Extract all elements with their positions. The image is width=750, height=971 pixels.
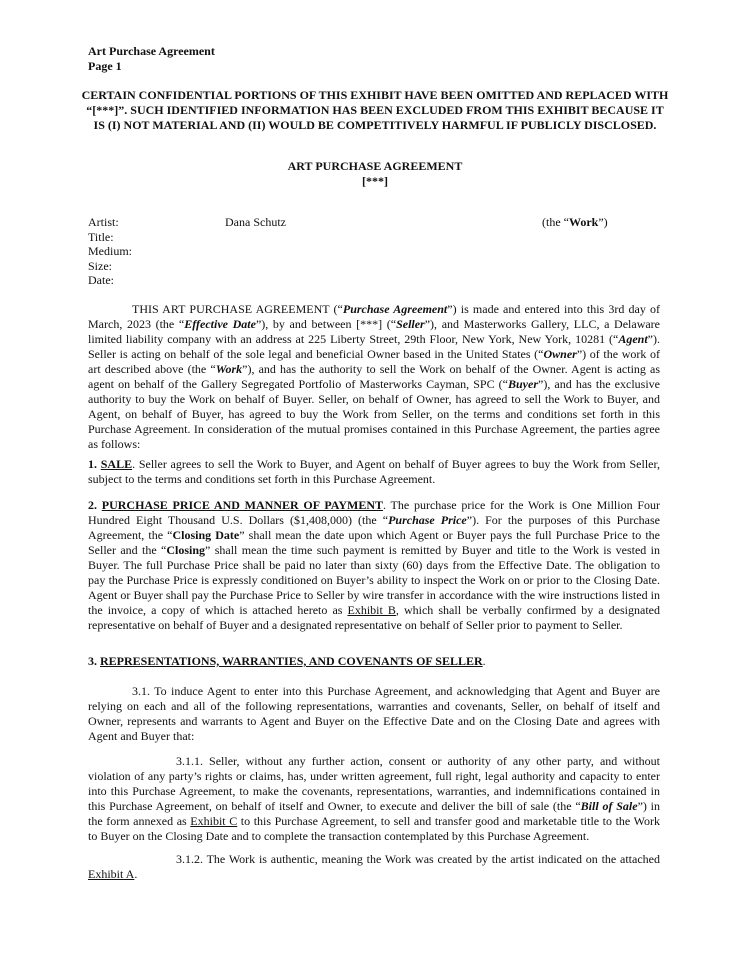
work-definition <box>542 215 608 230</box>
clause-text: to this Purchase Agreement, to sell and transfer good and marketable title to the Work to Buyer on the Closing Date and to complete the transaction contemplated by this Purchase Agreement. <box>88 814 660 843</box>
intro-text: ”), by and between [***] (“ <box>255 317 397 331</box>
title-label: Title: <box>88 229 114 244</box>
title-row <box>88 230 668 245</box>
intro-text: ”) of the work of art described above (the “ <box>88 347 660 376</box>
running-header <box>88 44 215 74</box>
section-text: ” shall mean the time such payment is remitted by Buyer and title to the Work is vested in Buyer. The full Purchase Price shall be paid no later than sixty (60) days from the Effective Date. The obligation to pay the Purchase Price is expressly conditioned on Buyer’s ability to inspect the Work on or prior to the Closing Date. Agent or Buyer shall pay the Purchase Price to Seller by wire transfer in accordance with the wire instructions listed in the invoice, a copy of which is attached hereto as <box>88 543 660 617</box>
section-number: 3. <box>88 654 100 668</box>
clause-3-1-2 <box>88 852 660 882</box>
artist-label: Artist: <box>88 215 119 229</box>
intro-text: ”), and Masterworks Gallery, LLC, a Delaware limited liability company with an address at 225 Liberty Street, 29th Floor, New York, New York, 10281 (“ <box>88 317 661 346</box>
defined-term: Purchase Price <box>388 513 467 527</box>
defined-term: Buyer <box>508 377 538 391</box>
agreement-title <box>80 159 670 189</box>
work-suffix: ”) <box>598 215 608 229</box>
exhibit-b-reference: Exhibit B <box>347 603 396 617</box>
size-row <box>88 259 668 274</box>
intro-text: THIS ART PURCHASE AGREEMENT (“ <box>132 302 343 316</box>
section-text: , which shall be verbally confirmed by a designated representative on behalf of Buyer and a designated representative on behalf of Seller prior to payment to Seller. <box>88 603 660 632</box>
intro-paragraph <box>88 302 660 452</box>
section-text: . The purchase price for the Work is One Million Four Hundred Eight Thousand U.S. Dollars ($1,408,000) (the “ <box>88 498 660 527</box>
section-heading: PURCHASE PRICE AND MANNER OF PAYMENT <box>101 498 384 512</box>
section-text: . <box>482 654 486 668</box>
page-number: Page 1 <box>88 59 122 73</box>
section-number: 1. <box>88 457 101 471</box>
defined-term: Bill of Sale <box>580 799 638 813</box>
defined-term: Closing <box>166 543 206 557</box>
clause-3-1-1 <box>88 754 660 844</box>
work-prefix: (the “ <box>542 215 569 229</box>
size-label: Size: <box>88 258 112 273</box>
section-heading: SALE <box>100 457 133 471</box>
work-term: Work <box>568 215 599 229</box>
defined-term: Owner <box>543 347 577 361</box>
intro-text: ”), and has the exclusive authority to buy the Work on behalf of Buyer. Seller, on behalf of Owner, has agreed to sell the Work to Buyer, and Agent, on behalf of Buyer, has agreed to buy the Work from Seller, on the terms and conditions set forth in this Purchase Agreement. In consideration of the mutual promises contained in this Purchase Agreement, the parties agree as follows: <box>88 377 660 451</box>
exhibit-c-reference: Exhibit C <box>190 814 238 828</box>
section-3-heading <box>88 654 660 669</box>
date-row <box>88 273 668 288</box>
exhibit-a-reference: Exhibit A <box>88 867 135 881</box>
section-1-sale <box>88 457 660 487</box>
clause-text: 3.1.2. The Work is authentic, meaning the Work was created by the artist indicated on the attached <box>176 852 660 866</box>
defined-term: Agent <box>618 332 648 346</box>
artist-row <box>88 215 668 230</box>
defined-term: Purchase Agreement <box>342 302 448 316</box>
work-details <box>88 215 668 288</box>
title-main: ART PURCHASE AGREEMENT <box>287 159 463 173</box>
defined-term: Closing Date <box>172 528 240 542</box>
title-redaction: [***] <box>362 174 388 188</box>
date-label: Date: <box>88 273 114 287</box>
intro-text: ”) is made and entered into this 3rd day of March, 2023 (the “ <box>88 302 661 331</box>
section-heading: REPRESENTATIONS, WARRANTIES, AND COVENANTS OF SELLER <box>100 654 483 668</box>
section-text: ” shall mean the date upon which Agent or Buyer pays the full Purchase Price to the Seller and the “ <box>88 528 660 557</box>
defined-term: Work <box>215 362 243 376</box>
defined-term: Effective Date <box>184 317 256 331</box>
clause-text: ”) in the form annexed as <box>88 799 660 828</box>
section-number: 2. <box>88 498 102 512</box>
clause-text: . <box>134 867 138 881</box>
intro-text: ”), and has the authority to sell the Work on behalf of the Owner. Agent is acting as agent on behalf of the Gallery Segregated Portfolio of Masterworks Cayman, SPC (“ <box>88 362 660 391</box>
section-text: ”). For the purposes of this Purchase Agreement, the “ <box>88 513 661 542</box>
clause-3-1: 3.1. To induce Agent to enter into this Purchase Agreement, and acknowledging that Agent and Buyer are relying on each and all of the following representations, warranties and covenants, Seller, on behalf of itself and Owner, represents and warrants to Agent and Buyer on the Effective Date and on the Closing Date and agrees with Agent and Buyer that: <box>88 684 660 743</box>
clause-text: 3.1.1. Seller, without any further action, consent or authority of any other party, and without violation of any party’s rights or claims, has, under written agreement, full right, legal authority and capacity to enter into this Purchase Agreement, to make the covenants, representations, warranties, and indemnifications contained in this Purchase Agreement, on behalf of itself and Owner, to execute and deliver the bill of sale (the “ <box>88 754 660 813</box>
section-2-purchase-price <box>88 498 660 633</box>
intro-text: ”). Seller is acting on behalf of the sole legal and beneficial Owner based in the United States (“ <box>88 332 660 361</box>
defined-term: Seller <box>396 317 425 331</box>
header-title: Art Purchase Agreement <box>88 44 215 58</box>
medium-label: Medium: <box>88 244 132 258</box>
confidentiality-notice: CERTAIN CONFIDENTIAL PORTIONS OF THIS EXHIBIT HAVE BEEN OMITTED AND REPLACED WITH “[***]”. SUCH IDENTIFIED INFORMATION HAS BEEN EXCLUDED FROM THIS EXHIBIT BECAUSE IT IS (I) NOT MATERIAL AND (II) WOULD BE COMPETITIVELY HARMFUL IF PUBLICLY DISCLOSED. <box>81 88 669 132</box>
medium-row <box>88 244 668 259</box>
artist-value: Dana Schutz <box>225 215 286 229</box>
section-text: . Seller agrees to sell the Work to Buyer, and Agent on behalf of Buyer agrees to buy the Work from Seller, subject to the terms and conditions set forth in this Purchase Agreement. <box>88 457 661 486</box>
